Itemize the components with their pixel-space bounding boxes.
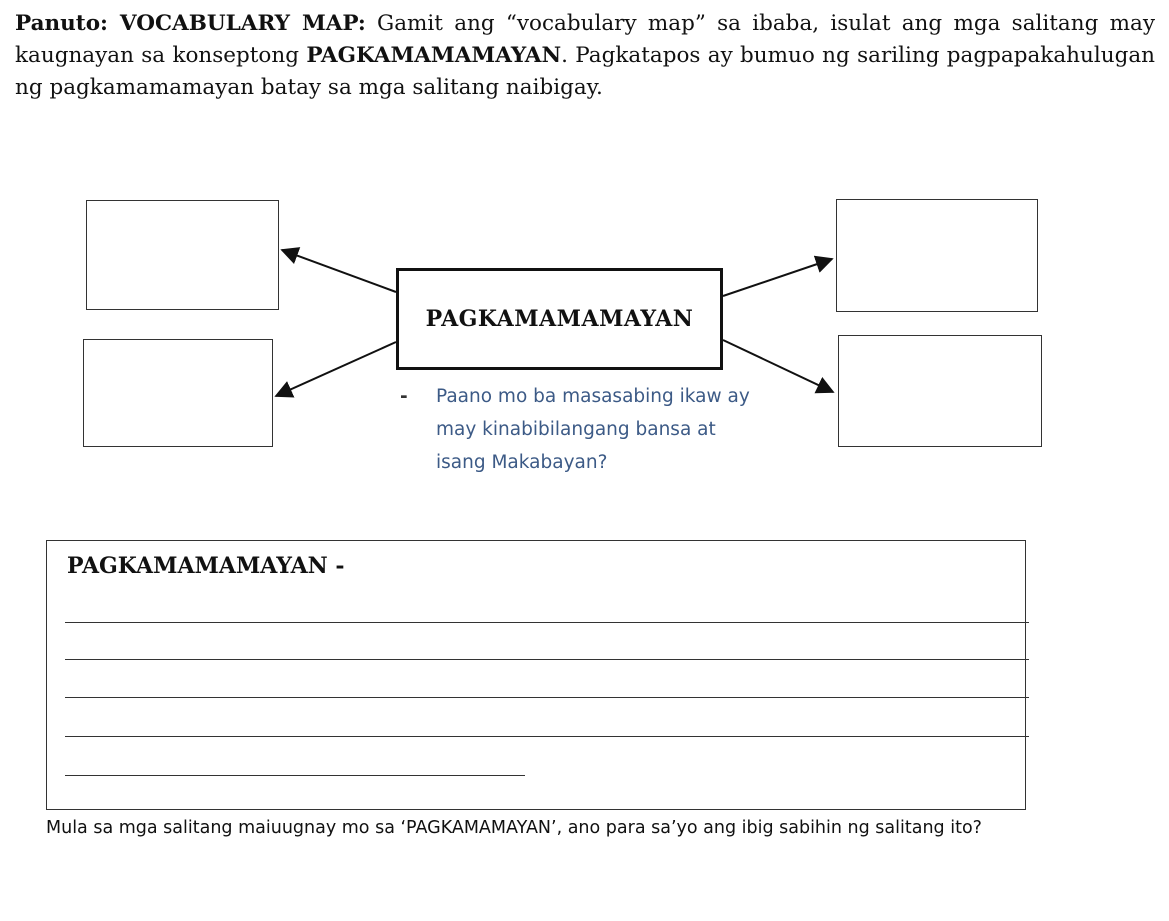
arrow-bottom-left xyxy=(276,342,396,396)
instructions-lead: Panuto: VOCABULARY MAP: xyxy=(15,11,366,36)
arrow-top-right xyxy=(723,259,832,296)
arrow-top-left xyxy=(282,250,396,292)
center-concept-label: PAGKAMAMAMAYAN xyxy=(425,306,694,332)
instructions-text-1: Gamit ang “vocabulary map” sa ibaba, isulat ang mga salitang may kaugnayan sa konseptong xyxy=(15,11,1155,68)
footer-question: Mula sa mga salitang maiuugnay mo sa ‘PAGKAMAMAYAN’, ano para sa’yo ang ibig sabihin ng salitang ito? xyxy=(46,818,982,838)
answer-line-1[interactable] xyxy=(65,622,1029,623)
instructions-concept: PAGKAMAMAMAYAN xyxy=(306,43,562,68)
answer-line-4[interactable] xyxy=(65,736,1029,737)
word-box-top-right[interactable] xyxy=(836,199,1038,312)
instructions-text-2: . Pagkatapos ay bumuo ng sariling pagpapakahulugan ng pagkamamamayan batay sa mga salitang naibigay. xyxy=(15,43,1155,100)
answer-line-5[interactable] xyxy=(65,775,525,776)
answer-line-2[interactable] xyxy=(65,659,1029,660)
word-box-top-left[interactable] xyxy=(86,200,279,310)
word-box-bottom-right[interactable] xyxy=(838,335,1042,447)
answer-line-3[interactable] xyxy=(65,697,1029,698)
question-text: Paano mo ba masasabing ikaw ay may kinabibilangang bansa at isang Makabayan? xyxy=(436,386,750,473)
definition-answer-box[interactable] xyxy=(46,540,1026,810)
question-bullet: - xyxy=(400,386,408,407)
answer-title: PAGKAMAMAMAYAN - xyxy=(67,553,345,579)
center-concept-box xyxy=(396,268,723,370)
guide-question xyxy=(400,380,760,479)
word-box-bottom-left[interactable] xyxy=(83,339,273,447)
